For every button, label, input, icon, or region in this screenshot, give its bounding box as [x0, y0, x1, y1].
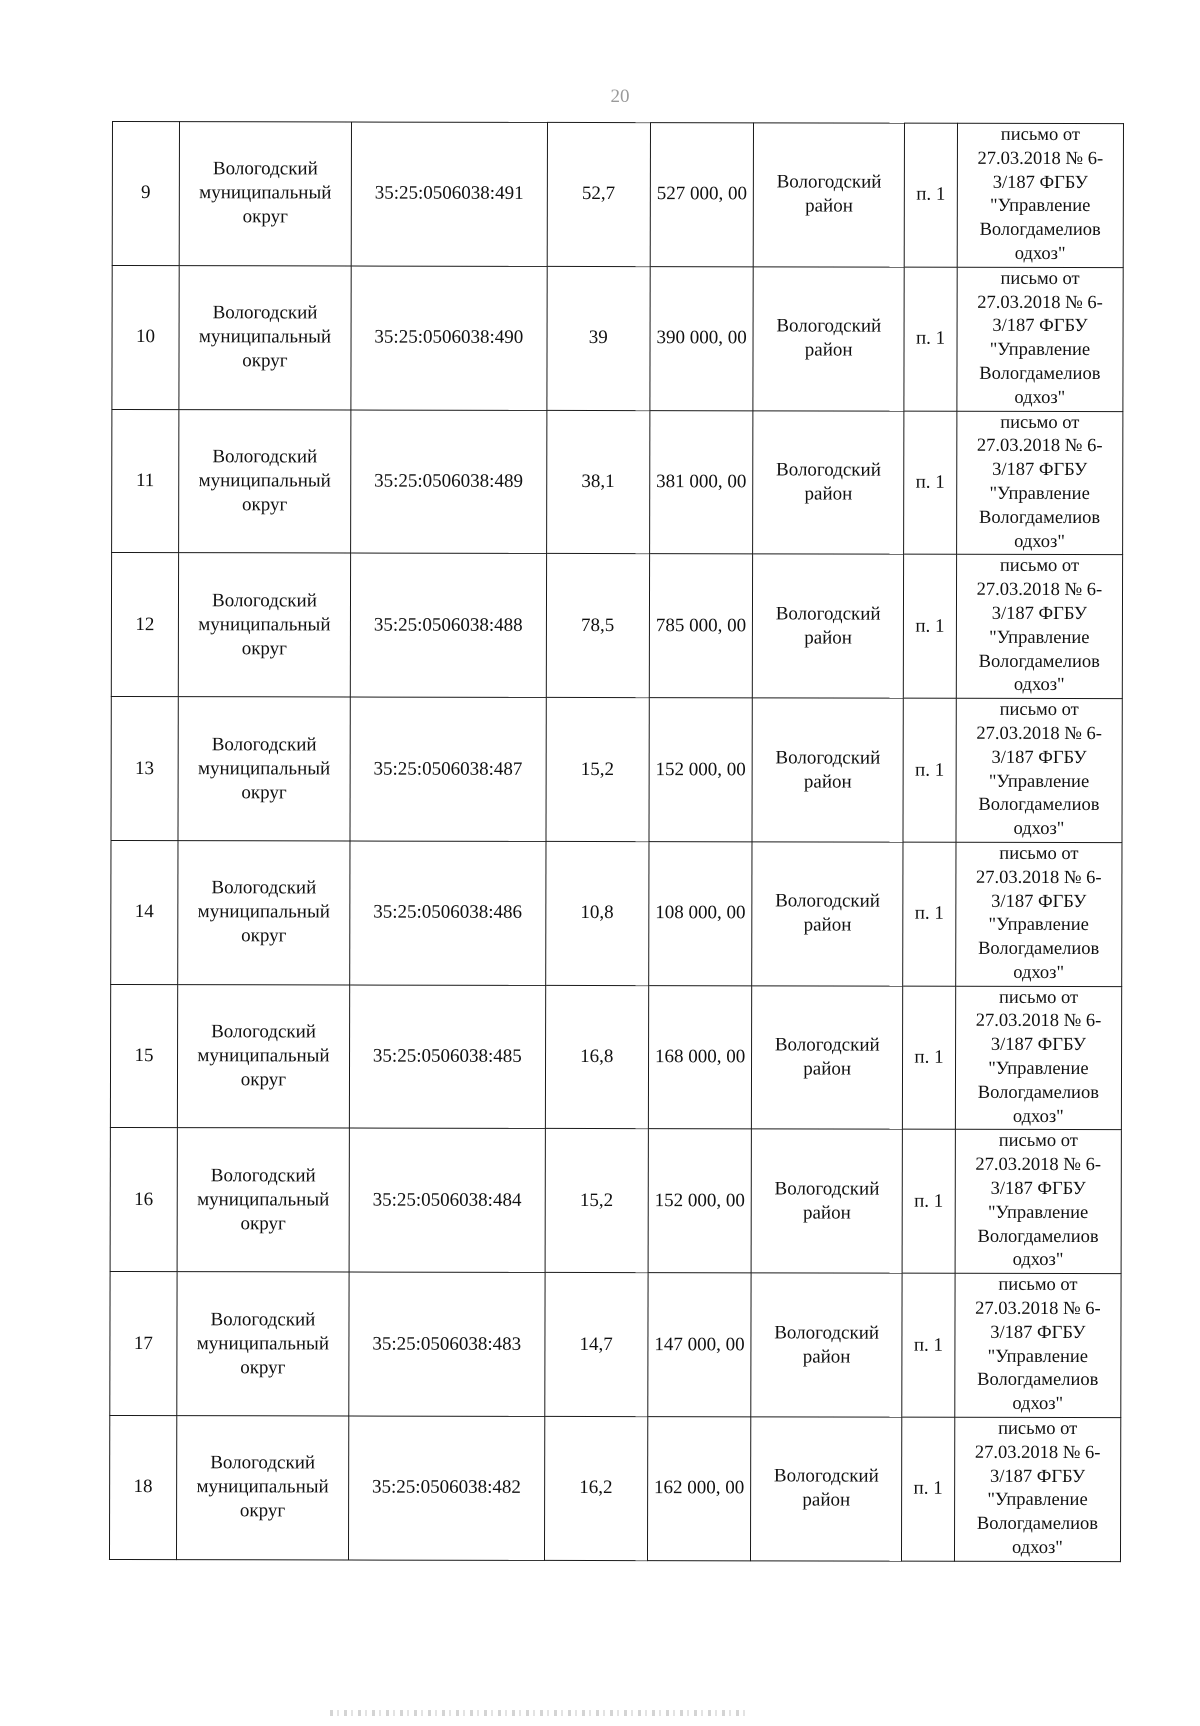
row-number: 17 [110, 1272, 177, 1416]
district-cell: Вологодский район [752, 986, 903, 1130]
row-number: 15 [110, 984, 177, 1128]
district-cell: Вологодский район [753, 267, 904, 411]
cadastral-number-cell: 35:25:0506038:484 [349, 1128, 545, 1272]
district-cell: Вологодский район [751, 1273, 902, 1417]
area-cell: 16,8 [545, 985, 649, 1129]
clause-cell: п. 1 [904, 123, 957, 267]
clause-cell: п. 1 [903, 555, 956, 699]
source-letter-cell: письмо от 27.03.2018 № 6-3/187 ФГБУ "Управление Вологдамелиов одхоз" [956, 411, 1122, 555]
cadastral-number-cell: 35:25:0506038:487 [350, 697, 546, 841]
row-number: 9 [112, 122, 179, 266]
table-row [112, 122, 1123, 268]
area-cell: 16,2 [544, 1416, 648, 1560]
row-number: 18 [109, 1416, 176, 1560]
area-cell: 10,8 [545, 841, 649, 985]
table-row [110, 984, 1121, 1130]
cost-cell: 381 000, 00 [649, 410, 753, 554]
area-cell: 15,2 [546, 698, 650, 842]
row-number: 13 [111, 697, 178, 841]
cadastral-number-cell: 35:25:0506038:489 [351, 410, 547, 554]
cadastral-number-cell: 35:25:0506038:486 [350, 841, 546, 985]
table-row [112, 265, 1123, 411]
clause-cell: п. 1 [903, 842, 956, 986]
source-letter-cell: письмо от 27.03.2018 № 6-3/187 ФГБУ "Управление Вологдамелиов одхоз" [957, 123, 1123, 267]
district-cell: Вологодский район [753, 410, 904, 554]
land-plot-table [109, 121, 1124, 1562]
table-row [111, 840, 1122, 986]
source-letter-cell: письмо от 27.03.2018 № 6-3/187 ФГБУ "Управление Вологдамелиов одхоз" [954, 1417, 1120, 1561]
source-letter-cell: письмо от 27.03.2018 № 6-3/187 ФГБУ "Управление Вологдамелиов одхоз" [956, 555, 1122, 699]
cost-cell: 152 000, 00 [649, 698, 753, 842]
municipality-cell: Вологодский муниципальный округ [176, 1416, 349, 1560]
row-number: 14 [111, 840, 178, 984]
cost-cell: 147 000, 00 [648, 1273, 752, 1417]
district-cell: Вологодский район [752, 842, 903, 986]
cadastral-number-cell: 35:25:0506038:483 [349, 1272, 545, 1416]
scan-artifact [330, 1710, 750, 1716]
cadastral-number-cell: 35:25:0506038:488 [350, 553, 546, 697]
row-number: 11 [112, 409, 179, 553]
district-cell: Вологодский район [752, 698, 903, 842]
source-letter-cell: письмо от 27.03.2018 № 6-3/187 ФГБУ "Управление Вологдамелиов одхоз" [956, 698, 1122, 842]
cadastral-number-cell: 35:25:0506038:482 [349, 1416, 545, 1560]
table-row [111, 697, 1122, 843]
table-row [111, 553, 1122, 699]
municipality-cell: Вологодский муниципальный округ [177, 1272, 350, 1416]
clause-cell: п. 1 [902, 1417, 955, 1561]
source-letter-cell: письмо от 27.03.2018 № 6-3/187 ФГБУ "Управление Вологдамелиов одхоз" [955, 1130, 1121, 1274]
municipality-cell: Вологодский муниципальный округ [178, 697, 351, 841]
row-number: 10 [112, 265, 179, 409]
source-letter-cell: письмо от 27.03.2018 № 6-3/187 ФГБУ "Управление Вологдамелиов одхоз" [956, 842, 1122, 986]
table-row [110, 1128, 1121, 1274]
cost-cell: 108 000, 00 [649, 842, 753, 986]
cost-cell: 527 000, 00 [650, 123, 754, 267]
area-cell: 39 [546, 266, 650, 410]
cost-cell: 168 000, 00 [648, 985, 752, 1129]
area-cell: 78,5 [546, 554, 650, 698]
page-number: 20 [610, 86, 630, 107]
municipality-cell: Вологодский муниципальный округ [178, 841, 351, 985]
table-row [110, 1272, 1121, 1418]
table-row [109, 1416, 1120, 1562]
district-cell: Вологодский район [753, 123, 904, 267]
district-cell: Вологодский район [751, 1129, 902, 1273]
district-cell: Вологодский район [753, 554, 904, 698]
clause-cell: п. 1 [902, 1273, 955, 1417]
municipality-cell: Вологодский муниципальный округ [178, 553, 351, 697]
row-number: 16 [110, 1128, 177, 1272]
cadastral-number-cell: 35:25:0506038:491 [351, 122, 547, 266]
clause-cell: п. 1 [903, 698, 956, 842]
municipality-cell: Вологодский муниципальный округ [178, 409, 351, 553]
row-number: 12 [111, 553, 178, 697]
district-cell: Вологодский район [751, 1417, 902, 1561]
source-letter-cell: письмо от 27.03.2018 № 6-3/187 ФГБУ "Управление Вологдамелиов одхоз" [955, 986, 1121, 1130]
clause-cell: п. 1 [902, 1130, 955, 1274]
area-cell: 52,7 [547, 122, 651, 266]
clause-cell: п. 1 [904, 267, 957, 411]
area-cell: 15,2 [545, 1129, 649, 1273]
cost-cell: 152 000, 00 [648, 1129, 752, 1273]
municipality-cell: Вологодский муниципальный округ [177, 1128, 350, 1272]
municipality-cell: Вологодский муниципальный округ [179, 265, 352, 409]
source-letter-cell: письмо от 27.03.2018 № 6-3/187 ФГБУ "Управление Вологдамелиов одхоз" [955, 1274, 1121, 1418]
clause-cell: п. 1 [903, 986, 956, 1130]
cadastral-number-cell: 35:25:0506038:485 [349, 985, 545, 1129]
cadastral-number-cell: 35:25:0506038:490 [351, 266, 547, 410]
municipality-cell: Вологодский муниципальный округ [177, 984, 350, 1128]
cost-cell: 785 000, 00 [649, 554, 753, 698]
table-body [109, 122, 1123, 1562]
table-row [112, 409, 1123, 555]
area-cell: 14,7 [544, 1273, 648, 1417]
area-cell: 38,1 [546, 410, 650, 554]
cost-cell: 162 000, 00 [647, 1417, 751, 1561]
clause-cell: п. 1 [904, 411, 957, 555]
cost-cell: 390 000, 00 [650, 266, 754, 410]
municipality-cell: Вологодский муниципальный округ [179, 122, 352, 266]
source-letter-cell: письмо от 27.03.2018 № 6-3/187 ФГБУ "Управление Вологдамелиов одхоз" [957, 267, 1123, 411]
